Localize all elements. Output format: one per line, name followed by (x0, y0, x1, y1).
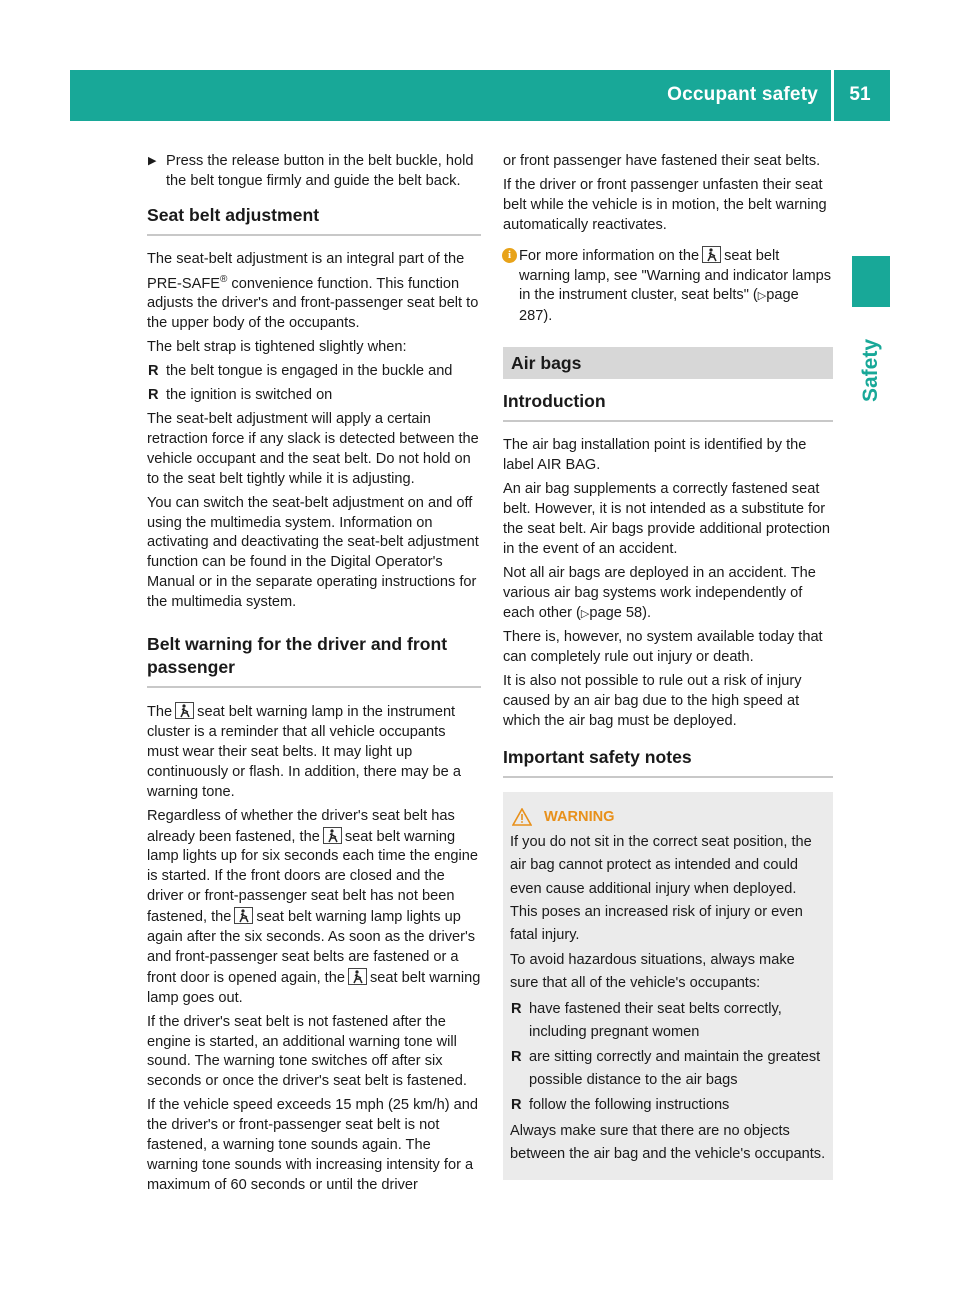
paragraph: Regardless of whether the driver's seat belt has already been fastened, the seat belt warning lamp lights up for six seconds each time the engine is started. If the front doors are closed and the driver or front-passenger seat belt has not been fastened, the seat belt warning lamp lights up again after the six seconds. As soon as the driver's and front-passenger seat belts are fastened or a front door is opened again, the seat belt warning lamp goes out. (147, 807, 481, 1006)
list-item: R follow the following instructions (510, 1094, 826, 1117)
paragraph: If the driver or front passenger unfasten their seat belt while the vehicle is in motion, the belt warning automatically reactivates. (503, 176, 827, 233)
page-number: 51 (849, 84, 871, 105)
paragraph: To avoid hazardous situations, always make sure that all of the vehicle's occupants: (510, 952, 795, 992)
warning-header (510, 806, 826, 829)
heading-seat-belt-adjustment: Seat belt adjustment (147, 204, 481, 236)
section-title: Occupant safety (667, 84, 818, 105)
right-column (503, 152, 833, 1180)
seat-belt-warning-icon (702, 246, 721, 263)
warning-label: WARNING (544, 808, 615, 825)
paragraph: The air bag installation point is identified by the label AIR BAG. (503, 437, 807, 474)
paragraph: If you do not sit in the correct seat position, the air bag cannot protect as intended and could even cause additional injury when deployed. This poses an increased risk of injury or even fatal injury. (510, 834, 812, 943)
list-item: R the belt tongue is engaged in the buckle and (147, 362, 481, 382)
info-icon: i (502, 248, 517, 263)
page-ref-icon[interactable]: ▷ (580, 607, 590, 620)
paragraph: There is, however, no system available today that can completely rule out injury or death. (503, 629, 823, 666)
header-divider (831, 70, 834, 121)
warning-box (503, 792, 833, 1180)
paragraph: The belt strap is tightened slightly when: (147, 339, 407, 356)
paragraph: The seat-belt adjustment is an integral part of the PRE-SAFE® convenience function. This function adjusts the driver's and front-passenger seat belt to the upper body of the occupants. (147, 250, 479, 332)
info-note: i For more information on the seat belt warning lamp, see "Warning and indicator lamps in the instrument cluster, seat belts" (▷page 287). (503, 246, 833, 328)
bullet-icon: R (511, 1000, 522, 1017)
paragraph: If the driver's seat belt is not fastened after the engine is started, an additional warning tone will sound. The warning tone switches off after six seconds or once the driver's seat belt is fastened. (147, 1013, 467, 1090)
section-band-air-bags: Air bags (503, 347, 833, 379)
paragraph: Always make sure that there are no objects between the air bag and the vehicle's occupants. (510, 1122, 826, 1162)
paragraph: An air bag supplements a correctly fastened seat belt. However, it is not intended as a substitute for the seat belt. Air bags provide additional protection in the event of an accident. (503, 481, 830, 557)
seat-belt-warning-icon (323, 827, 342, 844)
paragraph: It is also not possible to rule out a risk of injury caused by an air bag due to the high speed at which the air bag must be deployed. (503, 673, 802, 730)
page-ref-link[interactable]: page 287). (519, 287, 799, 325)
arrow-icon: ▶ (148, 155, 157, 167)
bullet-icon: R (511, 1048, 522, 1065)
bullet-icon: R (148, 363, 159, 380)
paragraph: The seat-belt adjustment will apply a certain retraction force if any slack is detected between the vehicle occupant and the seat belt. Do not hold on to the seat belt tightly while it is adjusting. (147, 411, 479, 487)
page-header (70, 70, 890, 121)
heading-introduction: Introduction (503, 390, 833, 422)
heading-belt-warning: Belt warning for the driver and front passenger (147, 633, 481, 688)
page-ref-link[interactable]: page 58). (589, 604, 652, 621)
paragraph: If the vehicle speed exceeds 15 mph (25 km/h) and the driver's or front-passenger seat belt is not fastened, a warning tone sounds again. The warning tone sounds with increasing intensity for a maximum of 60 seconds or until the driver (147, 1097, 478, 1193)
paragraph: You can switch the seat-belt adjustment on and off using the multimedia system. Information on activating and deactivating the seat-belt adjustment function can be found in the Digital Operator's Manual or in the separate operating instructions for the multimedia system. (147, 494, 479, 611)
left-column (147, 152, 481, 1200)
list-item: R the ignition is switched on (147, 386, 481, 406)
paragraph: The seat belt warning lamp in the instrument cluster is a reminder that all vehicle occupants must wear their seat belts. It may light up continuously or flash. In addition, there may be a warning tone. (147, 704, 461, 800)
side-tab-label: Safety (859, 338, 882, 402)
seat-belt-warning-icon (234, 907, 253, 924)
bullet-icon: R (511, 1097, 522, 1114)
seat-belt-warning-icon (175, 702, 194, 719)
warning-triangle-icon (512, 808, 532, 826)
instruction-step (147, 152, 481, 192)
step-text: Press the release button in the belt buckle, hold the belt tongue firmly and guide the belt back. (166, 153, 474, 189)
bullet-icon: R (148, 387, 159, 404)
list-item: R are sitting correctly and maintain the greatest possible distance to the air bags (510, 1046, 826, 1092)
page-ref-icon[interactable]: ▷ (757, 290, 767, 303)
paragraph: Not all air bags are deployed in an accident. The various air bag systems work independently of each other (▷page 58). (503, 564, 816, 621)
side-tab-marker (852, 256, 890, 307)
heading-important-safety-notes: Important safety notes (503, 746, 833, 778)
paragraph: or front passenger have fastened their seat belts. (503, 153, 821, 169)
list-item: R have fastened their seat belts correctly, including pregnant women (510, 998, 826, 1044)
seat-belt-warning-icon (348, 968, 367, 985)
